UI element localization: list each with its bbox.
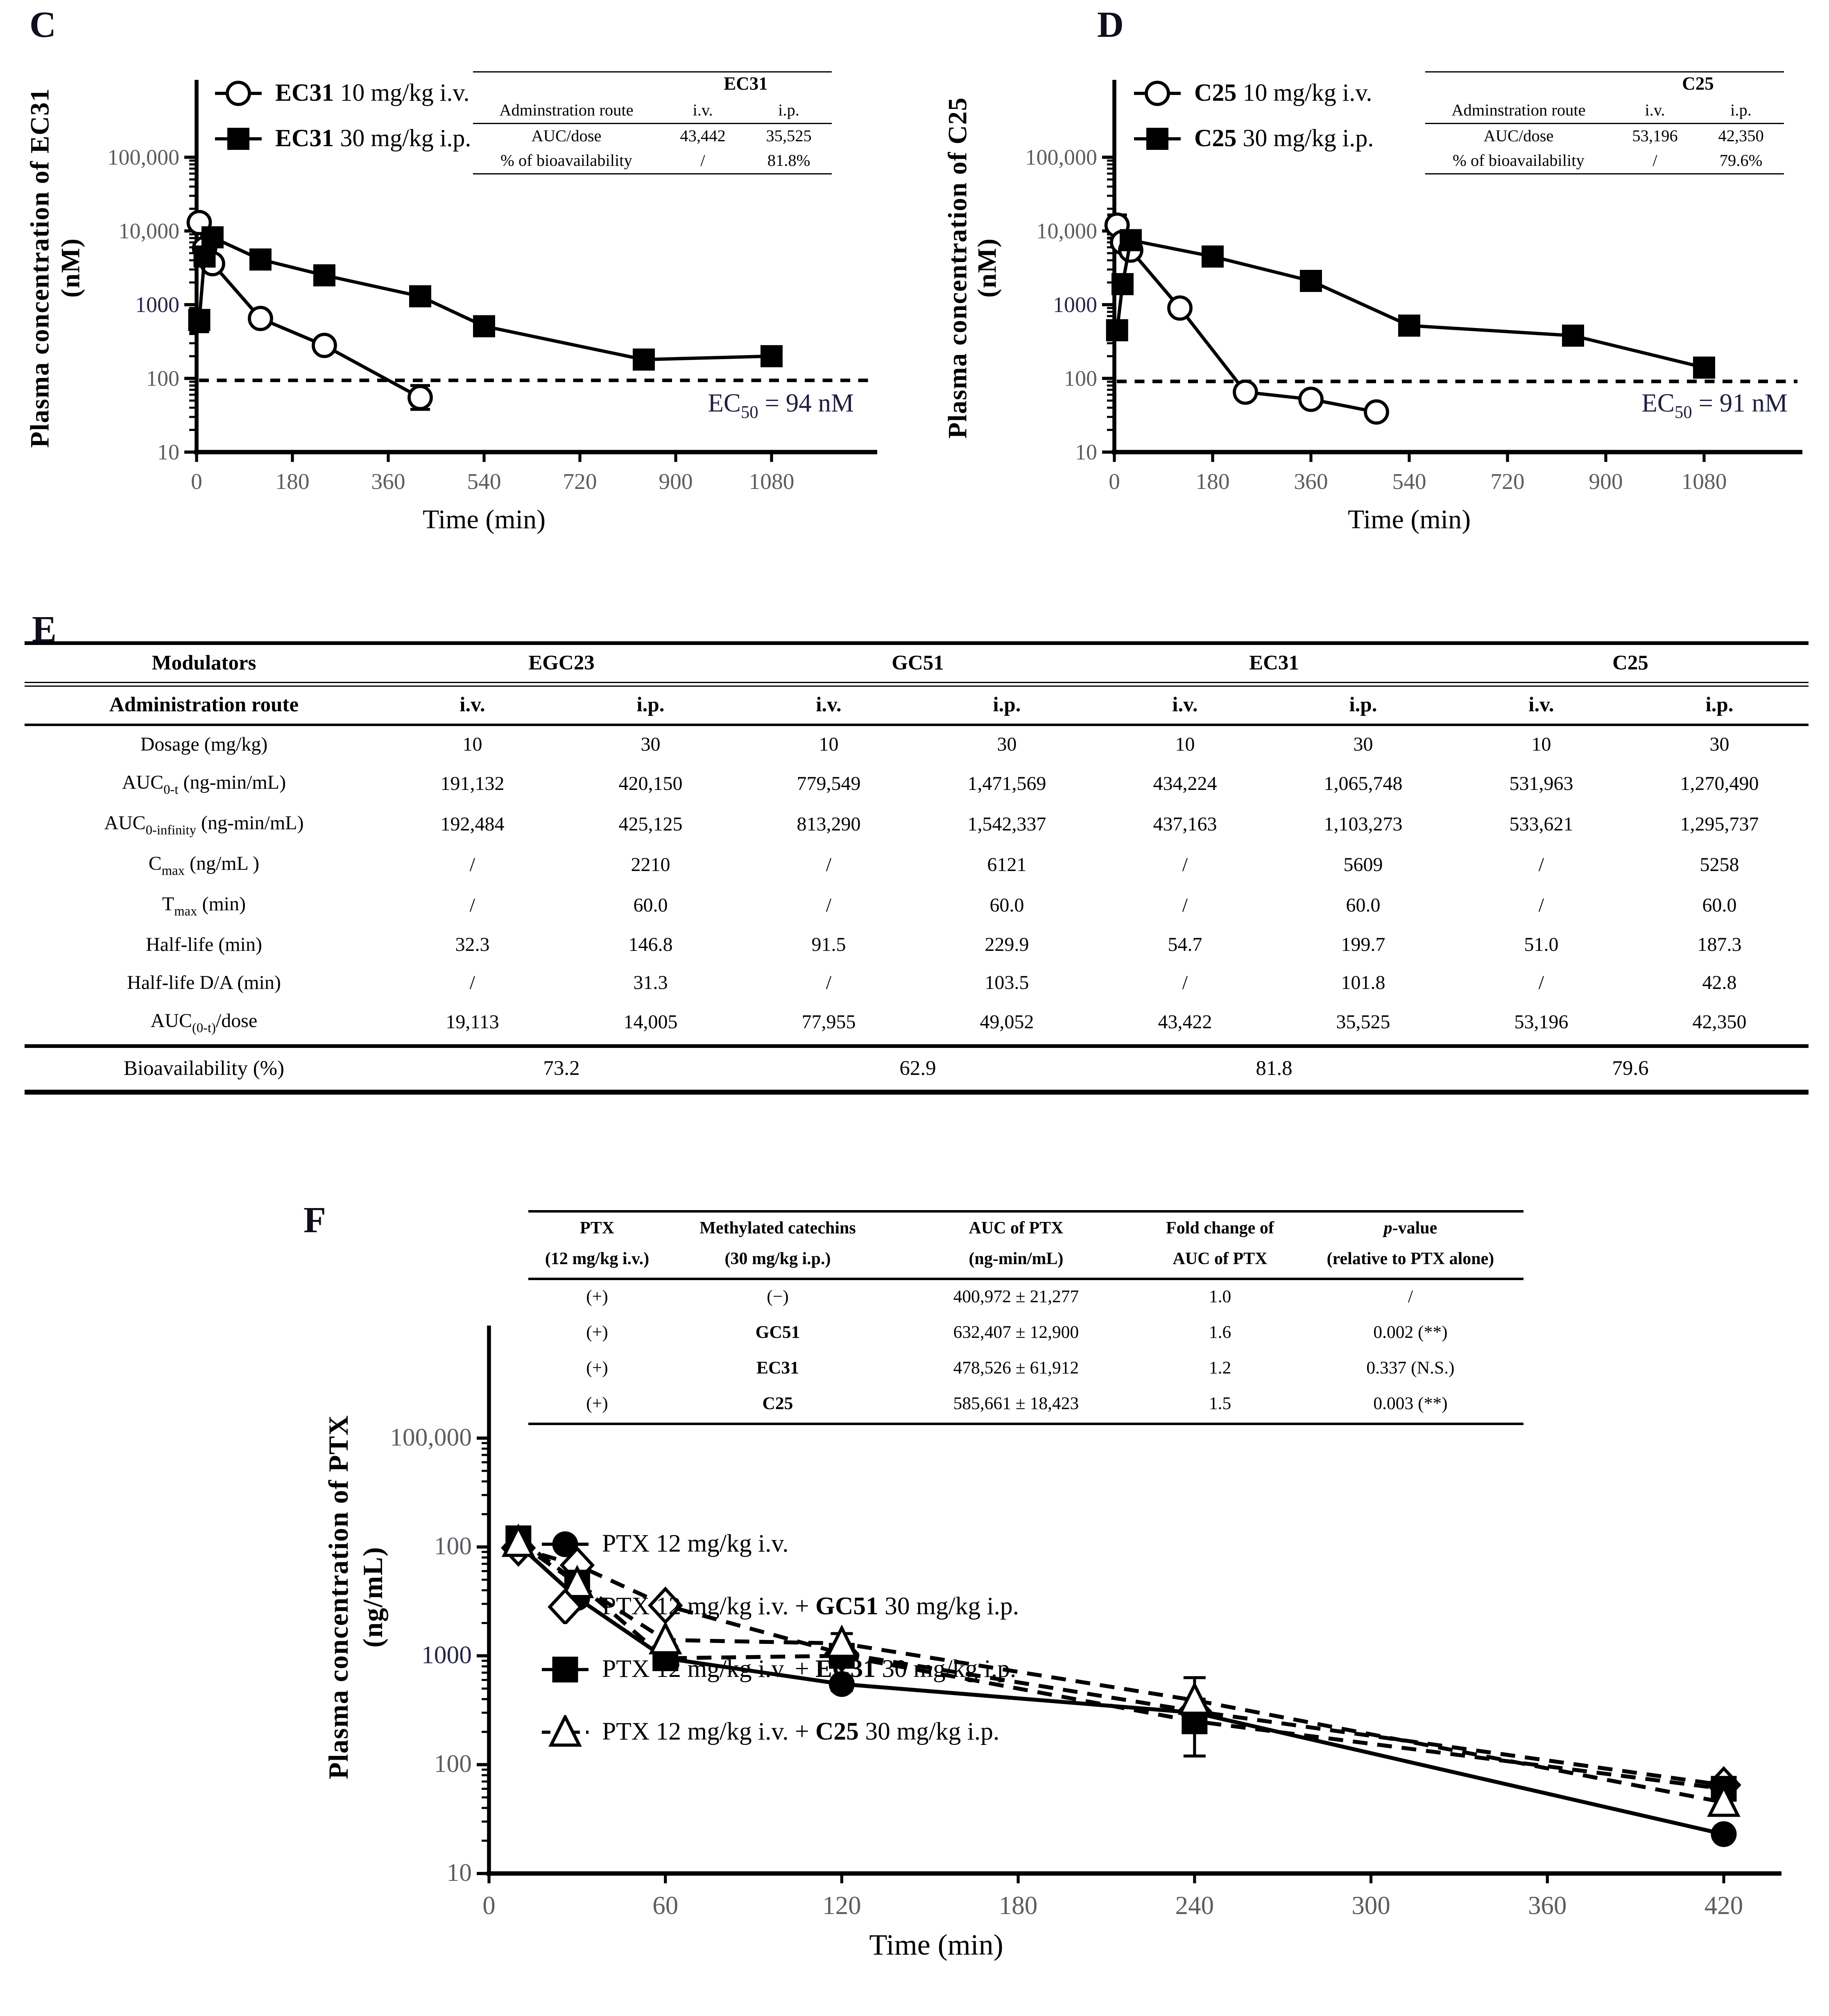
svg-text:1080: 1080 [749,469,795,494]
svg-text:0: 0 [1109,469,1120,494]
inset-title: C25 [1682,75,1714,95]
column-header-route: i.v. [1452,684,1630,725]
table-row [528,1211,1523,1279]
row-label: AUC/dose [531,127,602,145]
column-header: i.v. [660,98,746,124]
svg-text:10,000: 10,000 [118,219,179,243]
y-axis-title-d: Plasma concentration of C25 [943,97,973,439]
svg-text:720: 720 [563,469,597,494]
cell-value: 420,150 [618,773,683,794]
cell-fold: 1.2 [1209,1359,1231,1378]
y-axis-unit-f: (ng/mL) [358,1546,388,1648]
row-label: Bioavailability (%) [25,1046,383,1092]
row-label: Administration route [25,684,383,725]
legend-item [538,1590,1019,1624]
cell-value: 5609 [1343,855,1383,876]
cell-value: / [826,973,832,994]
legend-label: C25 10 mg/kg i.v. [1194,79,1372,106]
svg-text:120: 120 [822,1891,861,1920]
column-header-route: i.p. [918,684,1096,725]
table-row [528,1387,1523,1424]
svg-text:100: 100 [434,1532,472,1560]
square-filled-icon [538,1652,592,1687]
cell-value: 79.6% [1719,151,1763,170]
panel-label-c: C [29,5,57,45]
cell-value: 10 [462,734,482,755]
svg-text:0: 0 [482,1891,496,1920]
cell-ptx: (+) [586,1287,608,1307]
row-label: $C_{max}$ (ng/mL ) [148,853,260,879]
cell-value: 1,471,569 [967,773,1046,794]
cell-value: / [469,855,475,876]
cell-value: / [1538,855,1544,876]
inset-title: EC31 [724,75,768,95]
svg-text:100: 100 [146,366,179,391]
svg-text:180: 180 [1195,469,1230,494]
cell-fold: 1.5 [1209,1394,1231,1414]
row-label: AUC/dose [1483,127,1554,145]
table-row [528,1279,1523,1316]
cell-value: 813,290 [797,814,861,835]
cell-value: 81.8 [1096,1046,1452,1092]
row-label: $AUC_{0-t}$ (ng-min/mL) [122,772,286,797]
cell-catechin: C25 [762,1394,793,1414]
row-label: Half-life D/A (min) [127,973,281,994]
cell-ptx: (+) [586,1323,608,1343]
table-row [528,1316,1523,1351]
svg-text:60: 60 [652,1891,679,1920]
cell-value: / [1182,855,1188,876]
column-header: i.p. [1698,98,1784,124]
cell-value: 437,163 [1153,814,1217,835]
cell-value: 51.0 [1524,935,1559,956]
column-header-modulator: GC51 [740,643,1096,685]
svg-text:Time (min): Time (min) [1347,505,1471,534]
panel-label-d: D [1097,5,1124,45]
svg-text:360: 360 [1528,1891,1567,1920]
svg-text:300: 300 [1351,1891,1390,1920]
cell-value: / [700,151,705,170]
svg-text:100: 100 [434,1750,472,1778]
svg-text:420: 420 [1704,1891,1743,1920]
svg-text:180: 180 [998,1891,1038,1920]
cell-value: / [1182,896,1188,917]
cell-value: 146.8 [628,935,673,956]
cell-value: 43,442 [680,127,726,145]
cell-value: 30 [1709,734,1729,755]
svg-text:540: 540 [467,469,501,494]
cell-value: 73.2 [383,1046,740,1092]
cell-value: 30 [1353,734,1373,755]
y-axis-unit-d: (nM) [972,238,1002,298]
cell-value: 60.0 [1702,896,1737,917]
cell-value: 30 [641,734,661,755]
column-header-route: i.p. [1630,684,1809,725]
cell-value: 101.8 [1341,973,1385,994]
cell-value: / [1182,973,1188,994]
cell-value: 60.0 [633,896,668,917]
column-header: PTX (12 mg/kg i.v.) [528,1211,666,1279]
cell-value: 229.9 [985,935,1029,956]
svg-text:720: 720 [1490,469,1525,494]
cell-value: 187.3 [1697,935,1742,956]
cell-value: 6121 [987,855,1027,876]
svg-text:0: 0 [191,469,202,494]
cell-p: 0.337 (N.S.) [1366,1359,1455,1378]
svg-text:360: 360 [1294,469,1328,494]
cell-p: 0.003 (**) [1373,1394,1448,1414]
cell-value: 43,422 [1158,1013,1212,1034]
cell-fold: 1.6 [1209,1323,1231,1343]
cell-value: 10 [819,734,839,755]
cell-catechin: EC31 [756,1359,799,1378]
svg-text:10: 10 [446,1859,472,1887]
cell-value: 53,196 [1514,1013,1569,1034]
svg-text:360: 360 [371,469,405,494]
cell-value: / [1538,896,1544,917]
cell-value: 42,350 [1692,1013,1747,1034]
cell-value: 531,963 [1509,773,1573,794]
column-header-modulator: EC31 [1096,643,1452,685]
cell-value: 1,103,273 [1324,814,1403,835]
column-header-route: i.v. [383,684,561,725]
y-axis-unit-c: (nM) [56,238,86,298]
svg-text:100,000: 100,000 [107,145,179,170]
cell-value: 1,295,737 [1680,814,1759,835]
cell-value: 425,125 [618,814,683,835]
cell-value: 54.7 [1168,935,1202,956]
svg-text:180: 180 [275,469,310,494]
cell-value: 62.9 [740,1046,1096,1092]
column-header-modulator: C25 [1452,643,1809,685]
cell-value: 30 [997,734,1017,755]
svg-text:900: 900 [1589,469,1623,494]
cell-auc: 400,972 ± 21,277 [953,1287,1079,1307]
column-header: Fold change of AUC of PTX [1143,1211,1297,1279]
cell-value: 32.3 [455,935,490,956]
column-header: Adminstration route [1425,98,1612,124]
column-header-route: i.p. [561,684,740,725]
cell-value: 60.0 [989,896,1024,917]
cell-value: 19,113 [446,1013,499,1034]
cell-value: 35,525 [1336,1013,1390,1034]
row-label: % of bioavailability [500,151,632,170]
row-label: $T_{max}$ (min) [162,894,246,919]
column-header: i.p. [746,98,832,124]
legend-label: C25 30 mg/kg i.p. [1194,124,1374,152]
cell-value: / [469,973,475,994]
cell-p: 0.002 (**) [1373,1323,1448,1343]
cell-ptx: (+) [586,1359,608,1378]
column-header: Adminstration route [473,98,660,124]
cell-value: / [1652,151,1657,170]
row-label: Half-life (min) [146,935,262,956]
column-header: Methylated catechins (30 mg/kg i.p.) [666,1211,890,1279]
cell-auc: 632,407 ± 12,900 [953,1323,1079,1343]
legend-label: PTX 12 mg/kg i.v. [602,1530,789,1557]
cell-value: 91.5 [811,935,846,956]
y-axis-title-c: Plasma concentration of EC31 [25,88,55,448]
cell-fold: 1.0 [1209,1287,1231,1307]
cell-value: 5258 [1700,855,1739,876]
ec50-annotation-ec31: $EC_{50} = 94$ nM [708,388,854,423]
row-label: $AUC_{(0-t)}$/dose [150,1011,258,1036]
legend-label: EC31 10 mg/kg i.v. [275,79,470,106]
row-label: Dosage (mg/kg) [140,734,268,755]
cell-value: 1,542,337 [967,814,1046,835]
legend-item [538,1715,1019,1749]
column-header-modulator: EGC23 [383,643,740,685]
inset-table-ptx-auc [528,1210,1523,1425]
cell-value: 103.5 [985,973,1029,994]
cell-auc: 478,526 ± 61,912 [953,1359,1079,1378]
legend-item [538,1527,1019,1561]
panel-label-f: F [303,1200,326,1241]
cell-value: 35,525 [766,127,812,145]
cell-value: 434,224 [1153,773,1217,794]
cell-value: 192,484 [440,814,505,835]
cell-value: 2210 [631,855,670,876]
cell-value: 77,955 [801,1013,856,1034]
cell-value: / [826,896,832,917]
cell-value: / [826,855,832,876]
y-axis-title-f: Plasma concentration of PTX [323,1415,354,1779]
svg-text:1000: 1000 [135,292,179,317]
legend-item [538,1652,1019,1687]
column-header: i.v. [1612,98,1698,124]
column-header-route: i.p. [1274,684,1452,725]
cell-ptx: (+) [586,1394,608,1414]
svg-text:100,000: 100,000 [390,1423,472,1451]
svg-text:1000: 1000 [421,1641,472,1669]
cell-value: 53,196 [1632,127,1678,145]
cell-value: 10 [1175,734,1195,755]
cell-catechin: GC51 [755,1323,800,1343]
cell-value: 81.8% [767,151,810,170]
cell-value: 10 [1531,734,1551,755]
legend-label: PTX 12 mg/kg i.v. + EC31 30 mg/kg i.p. [602,1655,1016,1683]
cell-value: 31.3 [633,973,668,994]
diamond-open-icon [538,1590,592,1624]
panel-label-e: E [32,609,57,650]
table-row [528,1351,1523,1387]
cell-value: 60.0 [1346,896,1381,917]
column-header: AUC of PTX (ng-min/mL) [890,1211,1143,1279]
cell-value: 14,005 [623,1013,678,1034]
column-header-route: i.v. [1096,684,1274,725]
triangle-open-icon [538,1715,592,1749]
cell-value: / [469,896,475,917]
cell-value: / [1538,973,1544,994]
svg-text:10: 10 [157,440,179,464]
cell-auc: 585,661 ± 18,423 [953,1394,1079,1414]
row-label: % of bioavailability [1453,151,1585,170]
svg-text:100,000: 100,000 [1025,145,1097,170]
svg-text:1000: 1000 [1053,292,1097,317]
svg-text:900: 900 [659,469,693,494]
legend-ptx [538,1527,1019,1749]
cell-value: 49,052 [980,1013,1034,1034]
svg-text:10: 10 [1075,440,1097,464]
cell-value: 199.7 [1341,935,1385,956]
svg-text:10,000: 10,000 [1036,219,1097,243]
svg-text:240: 240 [1175,1891,1214,1920]
ec50-annotation-c25: $EC_{50} = 91$ nM [1641,388,1788,423]
cell-p: / [1408,1287,1413,1307]
cell-value: 191,132 [440,773,505,794]
legend-label: PTX 12 mg/kg i.v. + C25 30 mg/kg i.p. [602,1718,1000,1745]
cell-value: 79.6 [1452,1046,1809,1092]
column-header-route: i.v. [740,684,918,725]
svg-text:1080: 1080 [1681,469,1727,494]
column-header: p-value (relative to PTX alone) [1297,1211,1523,1279]
column-header: Modulators [25,643,383,685]
cell-value: 42.8 [1702,973,1737,994]
cell-value: 1,065,748 [1324,773,1403,794]
cell-value: 42,350 [1718,127,1764,145]
svg-text:540: 540 [1392,469,1426,494]
svg-text:Time (min): Time (min) [422,505,546,534]
legend-label: EC31 30 mg/kg i.p. [275,124,471,152]
cell-value: 533,621 [1509,814,1573,835]
row-label: $AUC_{0-infinity}$ (ng-min/mL) [104,813,304,838]
svg-text:100: 100 [1064,366,1097,391]
cell-value: 1,270,490 [1680,773,1759,794]
svg-text:Time (min): Time (min) [869,1928,1003,1961]
legend-label: PTX 12 mg/kg i.v. + GC51 30 mg/kg i.p. [602,1593,1019,1620]
circle-filled-icon [538,1527,592,1561]
cell-catechin: (−) [767,1287,789,1307]
cell-value: 779,549 [797,773,861,794]
